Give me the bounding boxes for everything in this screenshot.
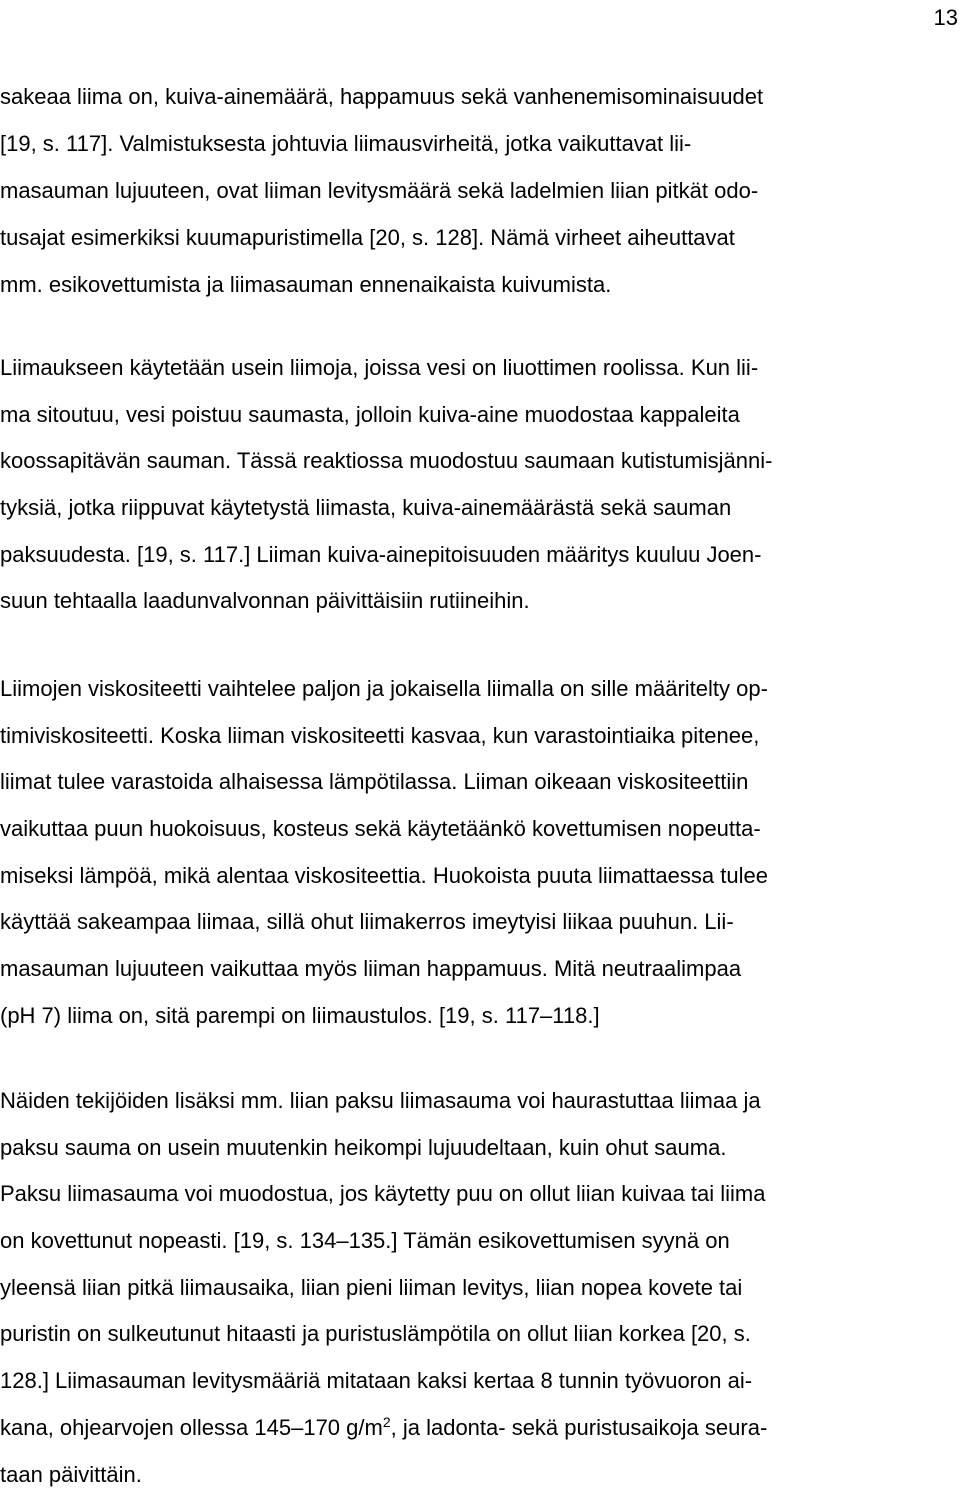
paragraph-1 (0, 73, 960, 308)
text-line: 128.] Liimasauman levitysmääriä mitataan kaksi kertaa 8 tunnin työvuoron ai- (0, 1358, 960, 1405)
text-line: masauman lujuuteen, ovat liiman levitysmäärä sekä ladelmien liian pitkät odo- (0, 167, 960, 214)
text-line: Näiden tekijöiden lisäksi mm. liian paksu liimasauma voi haurastuttaa liimaa ja (0, 1078, 960, 1125)
text-line-with-superscript (0, 1405, 960, 1452)
text-line: Paksu liimasauma voi muodostua, jos käytetty puu on ollut liian kuivaa tai liima (0, 1171, 960, 1218)
text-line: miseksi lämpöä, mikä alentaa viskositeettia. Huokoista puuta liimattaessa tulee (0, 853, 960, 900)
text-line: käyttää sakeampaa liimaa, sillä ohut liimakerros imeytyisi liikaa puuhun. Lii- (0, 899, 960, 946)
text-line: masauman lujuuteen vaikuttaa myös liiman happamuus. Mitä neutraalimpaa (0, 946, 960, 993)
paragraph-4 (0, 1078, 960, 1498)
text-line: on kovettunut nopeasti. [19, s. 134–135.] Tämän esikovettumisen syynä on (0, 1218, 960, 1265)
text-line: paksuudesta. [19, s. 117.] Liiman kuiva-ainepitoisuuden määritys kuuluu Joen- (0, 532, 960, 579)
text-line: yleensä liian pitkä liimausaika, liian pieni liiman levitys, liian nopea kovete tai (0, 1265, 960, 1312)
text-line: [19, s. 117]. Valmistuksesta johtuvia liimausvirheitä, jotka vaikuttavat lii- (0, 120, 960, 167)
text-line: suun tehtaalla laadunvalvonnan päivittäisiin rutiineihin. (0, 578, 960, 625)
superscript: 2 (383, 1414, 391, 1430)
text-line: koossapitävän sauman. Tässä reaktiossa muodostuu saumaan kutistumisjänni- (0, 438, 960, 485)
paragraph-2 (0, 345, 960, 625)
text-line: tusajat esimerkiksi kuumapuristimella [20, s. 128]. Nämä virheet aiheuttavat (0, 214, 960, 261)
text-line: mm. esikovettumista ja liimasauman ennenaikaista kuivumista. (0, 261, 960, 308)
text-line: puristin on sulkeutunut hitaasti ja puristuslämpötila on ollut liian korkea [20, s. (0, 1311, 960, 1358)
text-line: ma sitoutuu, vesi poistuu saumasta, jolloin kuiva-aine muodostaa kappaleita (0, 392, 960, 439)
text-line: vaikuttaa puun huokoisuus, kosteus sekä käytetäänkö kovettumisen nopeutta- (0, 806, 960, 853)
paragraph-3 (0, 666, 960, 1040)
text-segment: kana, ohjearvojen ollessa 145–170 g/m (0, 1415, 383, 1440)
text-line: sakeaa liima on, kuiva-ainemäärä, happamuus sekä vanhenemisominaisuudet (0, 73, 960, 120)
text-line: paksu sauma on usein muutenkin heikompi lujuudeltaan, kuin ohut sauma. (0, 1125, 960, 1172)
text-line: tyksiä, jotka riippuvat käytetystä liimasta, kuiva-ainemäärästä sekä sauman (0, 485, 960, 532)
text-line: (pH 7) liima on, sitä parempi on liimaustulos. [19, s. 117–118.] (0, 993, 960, 1040)
text-line: Liimaukseen käytetään usein liimoja, joissa vesi on liuottimen roolissa. Kun lii- (0, 345, 960, 392)
text-line: Liimojen viskositeetti vaihtelee paljon ja jokaisella liimalla on sille määritelty op- (0, 666, 960, 713)
text-line: liimat tulee varastoida alhaisessa lämpötilassa. Liiman oikeaan viskositeettiin (0, 759, 960, 806)
text-line: taan päivittäin. (0, 1452, 960, 1498)
text-line: timiviskositeetti. Koska liiman viskositeetti kasvaa, kun varastointiaika pitenee, (0, 713, 960, 760)
text-segment: , ja ladonta- sekä puristusaikoja seura- (391, 1415, 768, 1440)
page-number: 13 (934, 4, 958, 32)
